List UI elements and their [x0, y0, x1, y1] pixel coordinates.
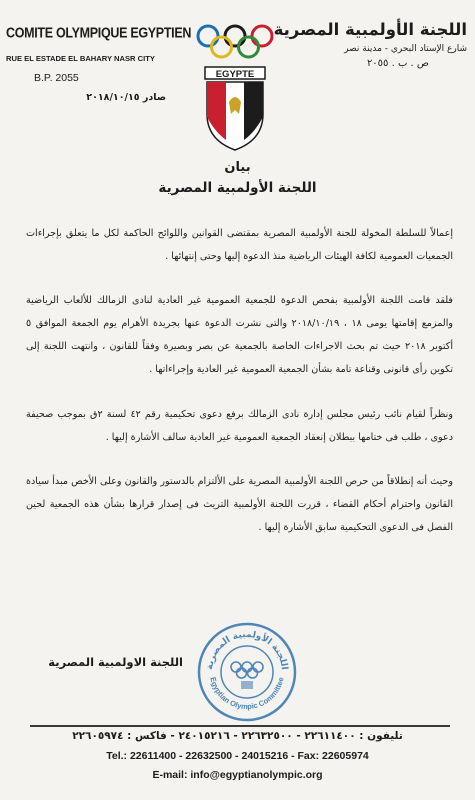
- footer-divider: [30, 725, 450, 727]
- svg-text:اللجنة الأولمبية المصرية: [205, 630, 289, 671]
- org-name-ar: اللجنة الأولمبية المصرية: [273, 20, 467, 39]
- paragraph-3: ونظراً لقيام نائب رئيس مجلس إدارة نادى الزمالك برفع دعوى تحكيمية رقم ٤٢ لسنة ٢ق بموجب صحيفة دعوى ، طلب فى ختامها ببطلان إنعقاد الجمعية العمومية غير العادية سالف الأشارة إليها .: [26, 409, 453, 443]
- ring-blue-icon: [198, 26, 218, 46]
- footer-phones-ar: تليفون : ٢٢٦١١٤٠٠ - ٢٢٦٣٢٥٠٠ - ٢٤٠١٥٢١٦ - فاكس : ٢٢٦٠٥٩٧٤: [72, 730, 403, 742]
- olympic-emblem: [195, 22, 275, 152]
- stamp-text-en: Egyptian Olympic Committee: [208, 676, 286, 712]
- emblem-label: EGYPTE: [215, 69, 255, 80]
- stamp-rings-icon: [231, 662, 263, 678]
- ring-red-icon: [252, 26, 272, 46]
- po-box-fr: B.P. 2055: [34, 72, 79, 84]
- header-right: [273, 20, 467, 69]
- official-stamp: [196, 621, 298, 723]
- paragraph-4: وحيث أنه إنطلاقاً من حرص اللجنة الأولمبية المصرية على الألتزام بالدستور والقانون وعلى الأخص مبدأ سيادة القانون واحترام أحكام القضاء ، قررت اللجنة الأولمبية التريث فى إصدار قرارها بشأن هذه الجمعية لحين الفصل فى الدعوى التحكيمية سابق الأشارة إليها .: [26, 476, 453, 533]
- signature: اللجنة الاولمبية المصرية: [48, 655, 183, 669]
- org-name-fr: COMITE OLYMPIQUE EGYPTIEN: [6, 24, 192, 42]
- paragraph-2: فلقد قامت اللجنة الأولمبية بفحص الدعوة للجمعية العمومية غير العادية لنادى الزمالك للألعاب الرياضية والمزمع إقامتها يومى ١٨ ، ٢٠١٨/١٠/١٩ والتى نشرت الدعوة عنها بجريدة الأهرام يوم الجمعة الموافق ٥ أكتوبر ٢٠١٨ حيث تم بحث الاجراءات الخاصة بالجمعية عن بصر وبصيرة وفقاً للقانون ، وانتهت اللجنة إلى تكوين رأى قانونى وقناعة تامة بشأن الجمعية العمومية غير العادية وإجراءاتها .: [26, 295, 453, 375]
- letter-body: [26, 222, 453, 560]
- address-fr: RUE EL ESTADE EL BAHARY NASR CITY: [6, 54, 155, 63]
- po-box-ar: ص . ب . ٢٠٥٥: [366, 58, 429, 69]
- footer-email: E-mail: info@egyptianolympic.org: [152, 769, 323, 781]
- ring-green-icon: [239, 37, 259, 57]
- paragraph-1: إعمالاً للسلطة المخولة للجنة الأولمبية المصرية بمقتضى القوانين واللوائح الحاكمة لكل ما يتعلق بإجراءات الجمعيات العمومية لكافة الهيئات الرياضية منذ الدعوة إليها وحتى إنتهائها .: [26, 228, 453, 262]
- ring-black-icon: [225, 26, 245, 46]
- ring-yellow-icon: [212, 37, 232, 57]
- stamp-text-ar: اللجنة الأولمبية المصرية: [205, 629, 289, 671]
- address-ar: شارع الإستاد البحري - مدينة نصر: [344, 44, 467, 54]
- header-left: [6, 24, 192, 103]
- statement-subtitle: اللجنة الأولمبية المصرية: [158, 180, 317, 196]
- footer-phones-en: Tel.: 22611400 - 22632500 - 24015216 - Fax: 22605974: [106, 750, 369, 762]
- statement-title: بيان: [224, 160, 251, 175]
- issued-date: صادر ٢٠١٨/١٠/١٥: [86, 92, 166, 103]
